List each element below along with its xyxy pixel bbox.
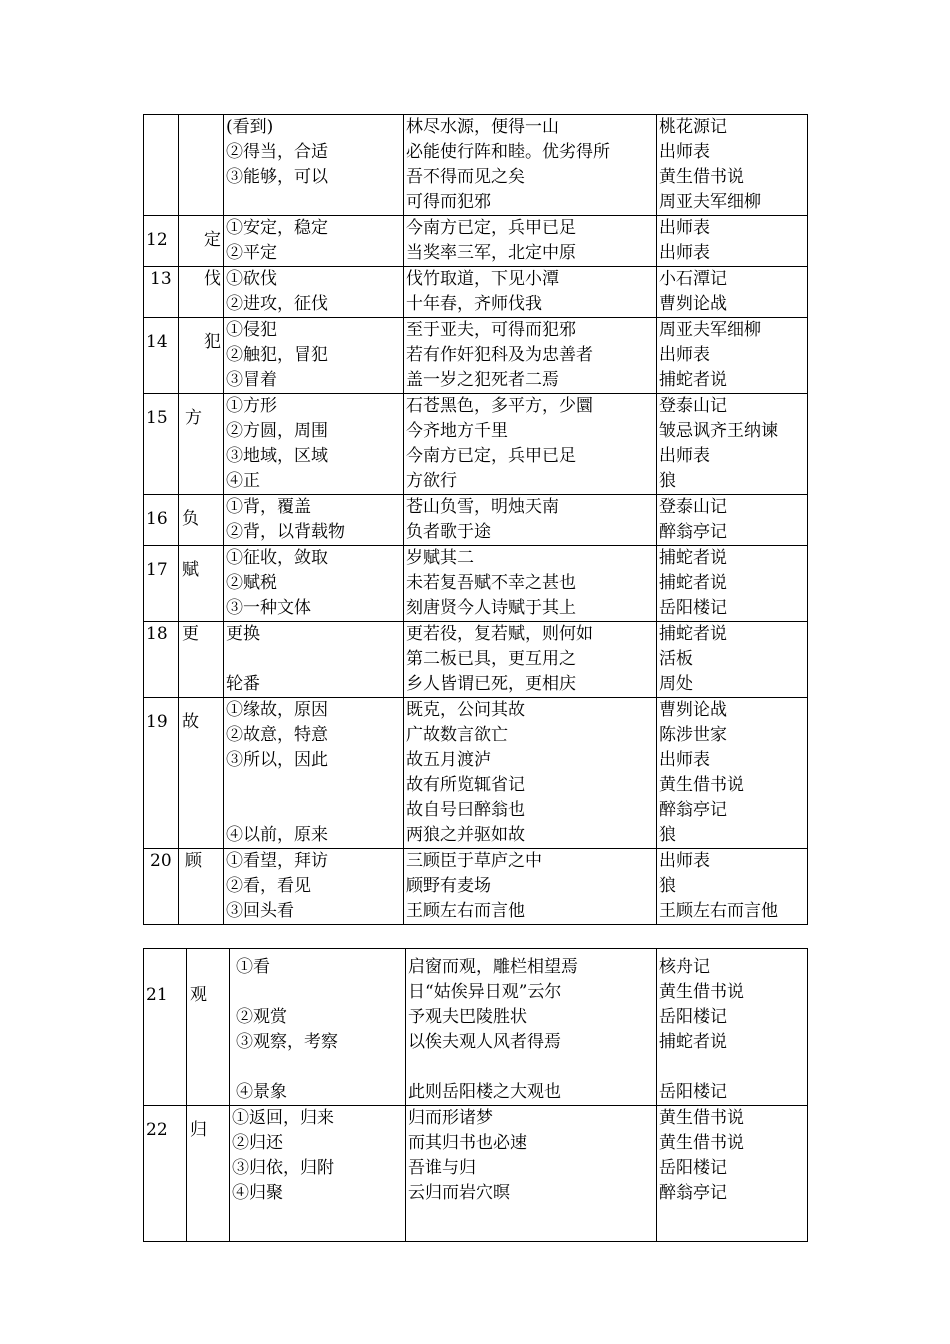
sources-line: 桃花源记 bbox=[659, 117, 727, 137]
examples-line: 归而形诸梦 bbox=[408, 1108, 493, 1128]
entry-character: 犯 bbox=[179, 318, 224, 394]
sources-line: 醉翁亭记 bbox=[659, 1183, 727, 1203]
meanings-line: ①侵犯 bbox=[226, 320, 277, 340]
examples-line: 吾不得而见之矣 bbox=[406, 167, 525, 187]
sources-line: 陈涉世家 bbox=[659, 725, 727, 745]
sources-cell bbox=[657, 546, 808, 622]
sources-line: 狼 bbox=[659, 471, 676, 491]
examples-line: 必能使行阵和睦。优劣得所 bbox=[406, 142, 610, 162]
examples-line: 岁赋其二 bbox=[406, 548, 474, 568]
examples-line: 今南方已定，兵甲已足 bbox=[406, 446, 576, 466]
sources-line: 岳阳楼记 bbox=[659, 1007, 727, 1027]
examples-cell bbox=[404, 267, 657, 318]
sources-line: 周亚夫军细柳 bbox=[659, 192, 761, 212]
meanings-cell bbox=[224, 622, 404, 698]
examples-cell bbox=[404, 622, 657, 698]
meanings-line: ②观赏 bbox=[236, 1007, 287, 1027]
meanings-cell bbox=[224, 495, 404, 546]
sources-line: 黄生借书说 bbox=[659, 1133, 744, 1153]
examples-line: 至于亚夫，可得而犯邪 bbox=[406, 320, 576, 340]
entry-number bbox=[144, 115, 179, 216]
sources-cell bbox=[657, 394, 808, 495]
entry-number: 18 bbox=[144, 622, 179, 698]
examples-line: 今南方已定，兵甲已足 bbox=[406, 218, 576, 238]
meanings-line: 轮番 bbox=[226, 674, 260, 694]
entry-number: 22 bbox=[144, 1106, 187, 1242]
meanings-line: (看到) bbox=[226, 117, 274, 137]
sources-cell bbox=[657, 318, 808, 394]
sources-line: 捕蛇者说 bbox=[659, 624, 727, 644]
sources-cell bbox=[657, 622, 808, 698]
examples-line: 可得而犯邪 bbox=[406, 192, 491, 212]
examples-cell bbox=[404, 115, 657, 216]
table-row bbox=[144, 115, 808, 216]
entry-character: 定 bbox=[179, 216, 224, 267]
sources-cell bbox=[657, 216, 808, 267]
sources-line: 周亚夫军细柳 bbox=[659, 320, 761, 340]
examples-cell bbox=[406, 1106, 657, 1242]
meanings-line: ①安定，稳定 bbox=[226, 218, 328, 238]
examples-line: 而其归书也必速 bbox=[408, 1133, 527, 1153]
table-row bbox=[144, 546, 808, 622]
examples-line bbox=[408, 1206, 656, 1231]
examples-line: 当奖率三军，北定中原 bbox=[406, 243, 576, 263]
meanings-line bbox=[232, 1206, 405, 1231]
entry-number: 20 bbox=[144, 849, 179, 925]
meanings-line bbox=[236, 1055, 405, 1080]
meanings-line: ③所以，因此 bbox=[226, 750, 328, 770]
sources-cell bbox=[657, 267, 808, 318]
sources-line: 黄生借书说 bbox=[659, 775, 744, 795]
meanings-line: ③一种文体 bbox=[226, 598, 311, 618]
examples-cell bbox=[404, 495, 657, 546]
sources-line: 周处 bbox=[659, 674, 693, 694]
meanings-line: ②故意，特意 bbox=[226, 725, 328, 745]
sources-line: 捕蛇者说 bbox=[659, 1032, 727, 1052]
meanings-line: ①看望，拜访 bbox=[226, 851, 328, 871]
table-row bbox=[144, 949, 808, 1106]
entry-character: 更 bbox=[179, 622, 224, 698]
sources-line: 出师表 bbox=[659, 345, 710, 365]
examples-cell bbox=[404, 394, 657, 495]
meanings-line: ①砍伐 bbox=[226, 269, 277, 289]
examples-line: 云归而岩穴暝 bbox=[408, 1183, 510, 1203]
sources-cell bbox=[657, 849, 808, 925]
meanings-line: ④正 bbox=[226, 471, 260, 491]
meanings-cell bbox=[224, 216, 404, 267]
table-row bbox=[144, 622, 808, 698]
sources-line bbox=[659, 1206, 807, 1231]
sources-line: 曹刿论战 bbox=[659, 700, 727, 720]
sources-line: 小石潭记 bbox=[659, 269, 727, 289]
examples-line: 乡人皆谓已死，更相庆 bbox=[406, 674, 576, 694]
meanings-cell bbox=[224, 698, 404, 849]
examples-line: 更若役，复若赋，则何如 bbox=[406, 624, 593, 644]
sources-line: 出师表 bbox=[659, 243, 710, 263]
vocab-table-2 bbox=[143, 948, 808, 1242]
sources-line: 黄生借书说 bbox=[659, 982, 744, 1002]
entry-character: 观 bbox=[187, 949, 230, 1106]
meanings-line: ②得当，合适 bbox=[226, 142, 328, 162]
meanings-line: ②看，看见 bbox=[226, 876, 311, 896]
examples-cell bbox=[404, 546, 657, 622]
meanings-line: ②方圆，周围 bbox=[226, 421, 328, 441]
examples-line: 苍山负雪，明烛天南 bbox=[406, 497, 559, 517]
entry-character: 顾 bbox=[179, 849, 224, 925]
meanings-line: ①征收，敛取 bbox=[226, 548, 328, 568]
meanings-line bbox=[226, 647, 403, 672]
examples-line: 王顾左右而言他 bbox=[406, 901, 525, 921]
examples-cell bbox=[404, 698, 657, 849]
meanings-line: ③能够，可以 bbox=[226, 167, 328, 187]
sources-line: 岳阳楼记 bbox=[659, 1158, 727, 1178]
sources-cell bbox=[657, 115, 808, 216]
sources-line: 登泰山记 bbox=[659, 497, 727, 517]
sources-line: 出师表 bbox=[659, 142, 710, 162]
sources-line: 登泰山记 bbox=[659, 396, 727, 416]
sources-line: 出师表 bbox=[659, 218, 710, 238]
sources-line: 狼 bbox=[659, 825, 676, 845]
vocab-table-1 bbox=[143, 114, 808, 925]
sources-line: 黄生借书说 bbox=[659, 167, 744, 187]
entry-character: 故 bbox=[179, 698, 224, 849]
entry-character bbox=[179, 115, 224, 216]
examples-line: 两狼之并驱如故 bbox=[406, 825, 525, 845]
entry-number: 21 bbox=[144, 949, 187, 1106]
examples-line: 顾野有麦场 bbox=[406, 876, 491, 896]
meanings-line: ③归依，归附 bbox=[232, 1158, 334, 1178]
examples-line: 故有所览辄省记 bbox=[406, 775, 525, 795]
meanings-cell bbox=[224, 115, 404, 216]
sources-line: 曹刿论战 bbox=[659, 294, 727, 314]
entry-character: 方 bbox=[179, 394, 224, 495]
meanings-cell bbox=[224, 267, 404, 318]
examples-line: 三顾臣于草庐之中 bbox=[406, 851, 542, 871]
vocab-table-1-body bbox=[144, 115, 808, 925]
sources-cell bbox=[657, 949, 808, 1106]
meanings-line: ④归聚 bbox=[232, 1183, 283, 1203]
entry-character: 伐 bbox=[179, 267, 224, 318]
sources-line: 皱忌讽齐王纳谏 bbox=[659, 421, 778, 441]
entry-character: 归 bbox=[187, 1106, 230, 1242]
meanings-line: ①返回，归来 bbox=[232, 1108, 334, 1128]
examples-line: 广故数言欲亡 bbox=[406, 725, 508, 745]
entry-number: 14 bbox=[144, 318, 179, 394]
meanings-line: ②赋税 bbox=[226, 573, 277, 593]
meanings-line: 更换 bbox=[226, 624, 260, 644]
sources-line: 岳阳楼记 bbox=[659, 598, 727, 618]
sources-line: 王顾左右而言他 bbox=[659, 901, 778, 921]
examples-line: 启窗而观，雕栏相望焉 bbox=[408, 957, 578, 977]
examples-line: 故自号曰醉翁也 bbox=[406, 800, 525, 820]
meanings-cell bbox=[224, 546, 404, 622]
sources-line: 狼 bbox=[659, 876, 676, 896]
examples-line: 刻唐贤今人诗赋于其上 bbox=[406, 598, 576, 618]
sources-line: 黄生借书说 bbox=[659, 1108, 744, 1128]
examples-cell bbox=[406, 949, 657, 1106]
sources-line: 出师表 bbox=[659, 446, 710, 466]
meanings-line bbox=[226, 798, 403, 823]
meanings-line: ③地域，区域 bbox=[226, 446, 328, 466]
sources-cell bbox=[657, 698, 808, 849]
examples-cell bbox=[404, 849, 657, 925]
meanings-line: ④以前，原来 bbox=[226, 825, 328, 845]
meanings-line: ①方形 bbox=[226, 396, 277, 416]
examples-line: 石苍黑色，多平方，少圜 bbox=[406, 396, 593, 416]
sources-line: 捕蛇者说 bbox=[659, 548, 727, 568]
meanings-line: ②背，以背载物 bbox=[226, 522, 345, 542]
table-row bbox=[144, 318, 808, 394]
sources-cell bbox=[657, 1106, 808, 1242]
meanings-line: ②进攻，征伐 bbox=[226, 294, 328, 314]
meanings-line bbox=[226, 773, 403, 798]
entry-number: 19 bbox=[144, 698, 179, 849]
meanings-cell bbox=[230, 1106, 406, 1242]
sources-line bbox=[659, 1055, 807, 1080]
table-row bbox=[144, 849, 808, 925]
sources-line: 捕蛇者说 bbox=[659, 370, 727, 390]
meanings-line: ①看 bbox=[236, 957, 270, 977]
table-row bbox=[144, 1106, 808, 1242]
examples-line: 予观夫巴陵胜状 bbox=[408, 1007, 527, 1027]
examples-line: 盖一岁之犯死者二焉 bbox=[406, 370, 559, 390]
sources-line: 岳阳楼记 bbox=[659, 1082, 727, 1102]
entry-number: 13 bbox=[144, 267, 179, 318]
meanings-cell bbox=[224, 318, 404, 394]
entry-number: 15 bbox=[144, 394, 179, 495]
table-row bbox=[144, 698, 808, 849]
entry-character: 负 bbox=[179, 495, 224, 546]
entry-character: 赋 bbox=[179, 546, 224, 622]
meanings-cell bbox=[224, 849, 404, 925]
sources-line: 醉翁亭记 bbox=[659, 522, 727, 542]
sources-line: 出师表 bbox=[659, 851, 710, 871]
examples-line: 林尽水源，便得一山 bbox=[406, 117, 559, 137]
examples-line bbox=[408, 1055, 656, 1080]
sources-line: 核舟记 bbox=[659, 957, 710, 977]
sources-cell bbox=[657, 495, 808, 546]
sources-line: 捕蛇者说 bbox=[659, 573, 727, 593]
meanings-line bbox=[226, 190, 403, 215]
sources-line: 活板 bbox=[659, 649, 693, 669]
meanings-line bbox=[236, 980, 405, 1005]
examples-line: 今齐地方千里 bbox=[406, 421, 508, 441]
examples-line: 以俟夫观人风者得焉 bbox=[408, 1032, 561, 1052]
meanings-line: ①背，覆盖 bbox=[226, 497, 311, 517]
meanings-line: ③冒着 bbox=[226, 370, 277, 390]
meanings-line: ②触犯，冒犯 bbox=[226, 345, 328, 365]
meanings-line: ③回头看 bbox=[226, 901, 294, 921]
examples-line: 负者歌于途 bbox=[406, 522, 491, 542]
examples-line: 吾谁与归 bbox=[408, 1158, 476, 1178]
examples-line: 此则岳阳楼之大观也 bbox=[408, 1082, 561, 1102]
examples-line: 既克，公问其故 bbox=[406, 700, 525, 720]
examples-line: 故五月渡泸 bbox=[406, 750, 491, 770]
entry-number: 17 bbox=[144, 546, 179, 622]
examples-line: 伐竹取道，下见小潭 bbox=[406, 269, 559, 289]
sources-line: 出师表 bbox=[659, 750, 710, 770]
table-row bbox=[144, 267, 808, 318]
sources-line: 醉翁亭记 bbox=[659, 800, 727, 820]
examples-line: 第二板已具，更互用之 bbox=[406, 649, 576, 669]
meanings-cell bbox=[224, 394, 404, 495]
examples-cell bbox=[404, 318, 657, 394]
examples-cell bbox=[404, 216, 657, 267]
meanings-line: ①缘故，原因 bbox=[226, 700, 328, 720]
table-row bbox=[144, 216, 808, 267]
entry-number: 12 bbox=[144, 216, 179, 267]
table-row bbox=[144, 495, 808, 546]
examples-line: 方欲行 bbox=[406, 471, 457, 491]
meanings-cell bbox=[230, 949, 406, 1106]
meanings-line: ②归还 bbox=[232, 1133, 283, 1153]
meanings-line: ④景象 bbox=[236, 1082, 287, 1102]
examples-line: 未若复吾赋不幸之甚也 bbox=[406, 573, 576, 593]
examples-line: 若有作奸犯科及为忠善者 bbox=[406, 345, 593, 365]
examples-line: 日“姑俟异日观”云尔 bbox=[408, 982, 562, 1002]
meanings-line: ③观察，考察 bbox=[236, 1032, 338, 1052]
table-row bbox=[144, 394, 808, 495]
entry-number: 16 bbox=[144, 495, 179, 546]
examples-line: 十年春，齐师伐我 bbox=[406, 294, 542, 314]
vocab-table-2-body bbox=[144, 949, 808, 1242]
meanings-line: ②平定 bbox=[226, 243, 277, 263]
